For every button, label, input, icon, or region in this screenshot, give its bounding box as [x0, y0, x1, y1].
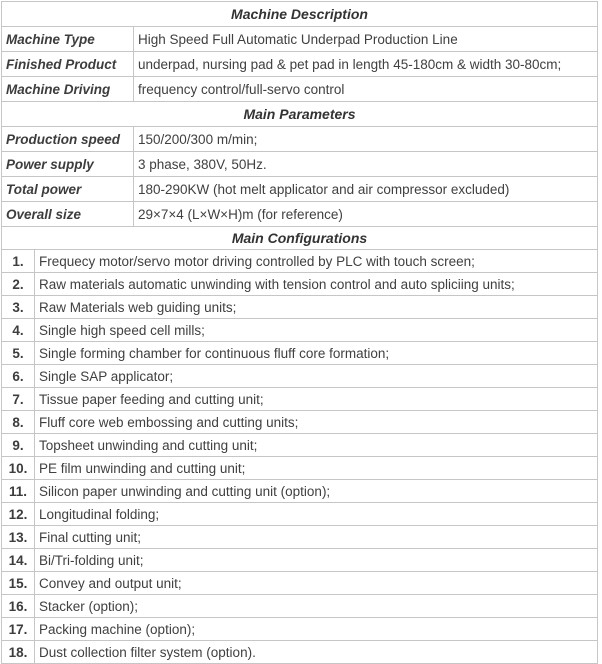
row-value: underpad, nursing pad & pet pad in length 45-180cm & width 30-80cm; [134, 52, 598, 77]
list-item [2, 388, 598, 411]
list-item [2, 296, 598, 319]
table-row [2, 202, 598, 227]
item-number: 15. [2, 572, 35, 595]
item-text: Frequecy motor/servo motor driving controlled by PLC with touch screen; [35, 250, 598, 273]
item-number: 9. [2, 434, 35, 457]
item-text: Packing machine (option); [35, 618, 598, 641]
row-label: Power supply [2, 152, 134, 177]
section-header-row [2, 2, 598, 27]
table-row [2, 177, 598, 202]
main-configurations-title: Main Configurations [2, 227, 598, 250]
item-number: 13. [2, 526, 35, 549]
table-row [2, 77, 598, 102]
item-text: Dust collection filter system (option). [35, 641, 598, 664]
list-item [2, 526, 598, 549]
item-text: Silicon paper unwinding and cutting unit (option); [35, 480, 598, 503]
item-number: 5. [2, 342, 35, 365]
item-text: Single high speed cell mills; [35, 319, 598, 342]
item-text: Bi/Tri-folding unit; [35, 549, 598, 572]
table-row [2, 152, 598, 177]
list-item [2, 342, 598, 365]
item-text: Convey and output unit; [35, 572, 598, 595]
list-item [2, 572, 598, 595]
item-number: 2. [2, 273, 35, 296]
list-item [2, 365, 598, 388]
item-number: 3. [2, 296, 35, 319]
row-value: 29×7×4 (L×W×H)m (for reference) [134, 202, 598, 227]
list-item [2, 411, 598, 434]
item-text: Final cutting unit; [35, 526, 598, 549]
item-text: Raw materials automatic unwinding with tension control and auto spliciing units; [35, 273, 598, 296]
row-value: 3 phase, 380V, 50Hz. [134, 152, 598, 177]
item-number: 11. [2, 480, 35, 503]
item-number: 18. [2, 641, 35, 664]
list-item [2, 457, 598, 480]
item-number: 8. [2, 411, 35, 434]
row-value: High Speed Full Automatic Underpad Production Line [134, 27, 598, 52]
table-row [2, 127, 598, 152]
item-text: Raw Materials web guiding units; [35, 296, 598, 319]
list-item [2, 618, 598, 641]
item-text: Fluff core web embossing and cutting units; [35, 411, 598, 434]
item-number: 1. [2, 250, 35, 273]
item-number: 4. [2, 319, 35, 342]
main-configurations-table [1, 226, 598, 664]
item-number: 7. [2, 388, 35, 411]
item-text: Longitudinal folding; [35, 503, 598, 526]
row-label: Machine Driving [2, 77, 134, 102]
row-label: Machine Type [2, 27, 134, 52]
item-number: 17. [2, 618, 35, 641]
list-item [2, 641, 598, 664]
row-label: Production speed [2, 127, 134, 152]
item-text: Single forming chamber for continuous fluff core formation; [35, 342, 598, 365]
row-value: frequency control/full-servo control [134, 77, 598, 102]
list-item [2, 273, 598, 296]
table-row [2, 52, 598, 77]
machine-description-title: Machine Description [2, 2, 598, 27]
item-number: 10. [2, 457, 35, 480]
list-item [2, 434, 598, 457]
item-text: Topsheet unwinding and cutting unit; [35, 434, 598, 457]
section-header-row [2, 227, 598, 250]
section-header-row [2, 102, 598, 127]
list-item [2, 250, 598, 273]
item-number: 6. [2, 365, 35, 388]
item-text: Stacker (option); [35, 595, 598, 618]
row-label: Overall size [2, 202, 134, 227]
item-text: Single SAP applicator; [35, 365, 598, 388]
list-item [2, 480, 598, 503]
table-row [2, 27, 598, 52]
machine-description-table [1, 1, 598, 102]
item-number: 12. [2, 503, 35, 526]
item-text: PE film unwinding and cutting unit; [35, 457, 598, 480]
list-item [2, 319, 598, 342]
main-parameters-title: Main Parameters [2, 102, 598, 127]
item-text: Tissue paper feeding and cutting unit; [35, 388, 598, 411]
row-label: Finished Product [2, 52, 134, 77]
list-item [2, 595, 598, 618]
list-item [2, 549, 598, 572]
main-parameters-table [1, 101, 598, 227]
row-value: 150/200/300 m/min; [134, 127, 598, 152]
item-number: 16. [2, 595, 35, 618]
list-item [2, 503, 598, 526]
item-number: 14. [2, 549, 35, 572]
row-label: Total power [2, 177, 134, 202]
row-value: 180-290KW (hot melt applicator and air compressor excluded) [134, 177, 598, 202]
